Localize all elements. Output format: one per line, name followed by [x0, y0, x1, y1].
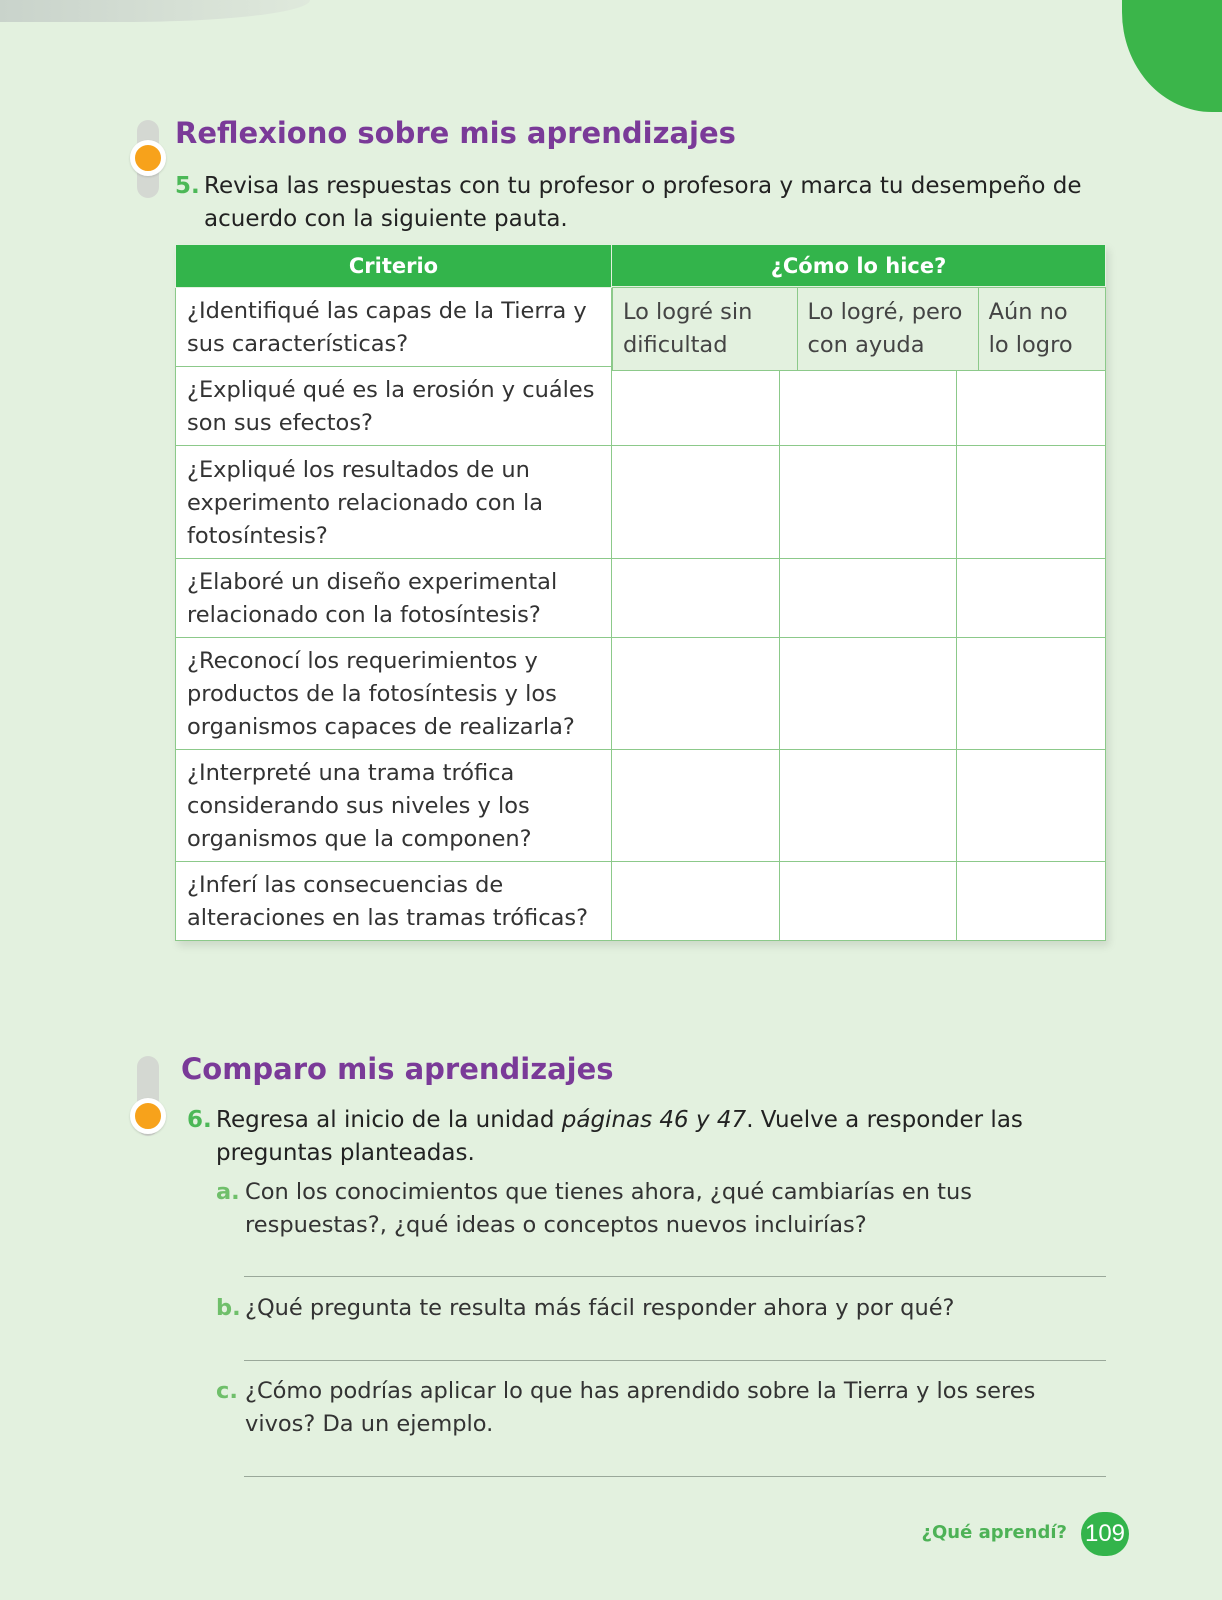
criterion-cell: ¿Interpreté una trama trófica considerando sus niveles y los organismos que la componen? [176, 750, 612, 862]
mark-cell[interactable] [957, 862, 1106, 941]
sub-text: Con los conocimientos que tienes ahora, ¿qué cambiarías en tus respuestas?, ¿qué ideas o conceptos nuevos incluirías? [245, 1179, 972, 1238]
mark-cell[interactable] [780, 446, 957, 559]
corner-decoration-right [1122, 0, 1222, 112]
criterion-cell: ¿Inferí las consecuencias de alteraciones en las tramas tróficas? [176, 862, 612, 941]
sub-text: ¿Cómo podrías aplicar lo que has aprendido sobre la Tierra y los seres vivos? Da un ejemplo. [245, 1378, 1036, 1437]
corner-decoration-left [0, 0, 310, 22]
question-number: 6. [187, 1107, 212, 1133]
table-row [176, 559, 1106, 638]
page-reference: páginas 46 y 47 [561, 1107, 747, 1133]
table-row [176, 638, 1106, 750]
mark-cell[interactable] [780, 559, 957, 638]
answer-line-b[interactable] [244, 1360, 1106, 1361]
answer-line-a[interactable] [244, 1276, 1106, 1277]
criterion-cell: ¿Expliqué qué es la erosión y cuáles son sus efectos? [176, 367, 612, 446]
level-header: Lo logré sin dificultad [613, 288, 798, 371]
mark-cell[interactable] [957, 446, 1106, 559]
section-title-reflexiono: Reflexiono sobre mis aprendizajes [175, 116, 736, 150]
mark-cell[interactable] [612, 750, 780, 862]
self-assessment-table [175, 244, 1106, 941]
question-number: 5. [175, 173, 200, 199]
mark-cell[interactable] [780, 862, 957, 941]
question-text: Revisa las respuestas con tu profesor o profesora y marca tu desempeño de acuerdo con la siguiente pauta. [204, 173, 1082, 232]
table-row [176, 750, 1106, 862]
question-5 [175, 170, 1115, 236]
table-row [176, 367, 1106, 446]
mark-cell[interactable] [612, 367, 780, 446]
mark-cell[interactable] [957, 559, 1106, 638]
criterion-cell: ¿Expliqué los resultados de un experimento relacionado con la fotosíntesis? [176, 446, 612, 559]
footer-section-label: ¿Qué aprendí? [921, 1522, 1067, 1543]
criterion-cell: ¿Elaboré un diseño experimental relacionado con la fotosíntesis? [176, 559, 612, 638]
sub-question-b [216, 1292, 1106, 1325]
mark-cell[interactable] [957, 367, 1106, 446]
level-header: Lo logré, pero con ayuda [797, 288, 978, 371]
page-number: 109 [1081, 1512, 1129, 1556]
section-title-comparo: Comparo mis aprendizajes [181, 1052, 614, 1086]
question-text: Regresa al inicio de la unidad [216, 1107, 562, 1133]
mark-cell[interactable] [780, 638, 957, 750]
criterion-cell: ¿Identifiqué las capas de la Tierra y sus características? [176, 288, 612, 367]
como-lo-hice-header: ¿Cómo lo hice? [612, 245, 1106, 287]
question-6 [187, 1104, 1107, 1170]
sub-letter: b. [216, 1295, 241, 1321]
table-row [176, 862, 1106, 941]
criterio-header: Criterio [176, 245, 612, 288]
mark-cell[interactable] [612, 559, 780, 638]
mark-cell[interactable] [957, 638, 1106, 750]
mark-cell[interactable] [612, 446, 780, 559]
sub-letter: c. [216, 1378, 238, 1404]
sub-question-a [216, 1176, 1106, 1242]
question-text: . Vuelve a responder las preguntas planteadas. [216, 1107, 1023, 1166]
mark-cell[interactable] [612, 862, 780, 941]
sub-question-c [216, 1375, 1106, 1441]
answer-line-c[interactable] [244, 1476, 1106, 1477]
table-row [176, 446, 1106, 559]
mark-cell[interactable] [780, 367, 957, 446]
mark-cell[interactable] [612, 638, 780, 750]
criterion-cell: ¿Reconocí los requerimientos y productos de la fotosíntesis y los organismos capaces de realizarla? [176, 638, 612, 750]
sub-text: ¿Qué pregunta te resulta más fácil responder ahora y por qué? [245, 1295, 955, 1321]
level-header: Aún no lo logro [978, 288, 1105, 371]
mark-cell[interactable] [957, 750, 1106, 862]
mark-cell[interactable] [780, 750, 957, 862]
sub-letter: a. [216, 1179, 240, 1205]
